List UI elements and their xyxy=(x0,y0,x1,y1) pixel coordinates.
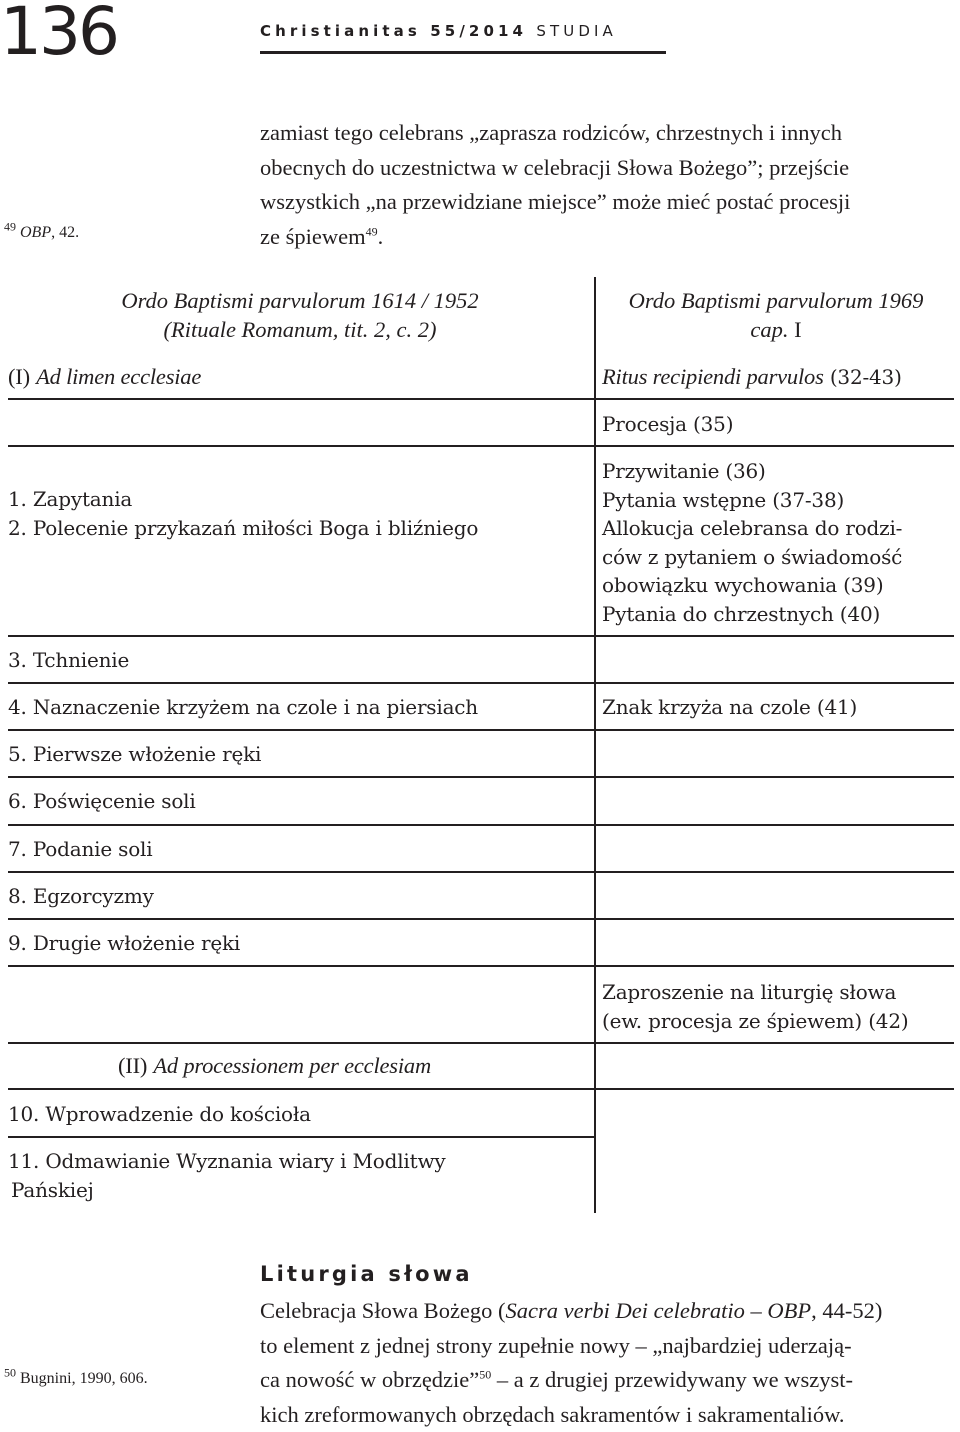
header-rule xyxy=(260,51,666,54)
liturgia-line-1-a: Celebracja Słowa Bożego ( xyxy=(260,1298,506,1323)
row-rule xyxy=(8,871,954,873)
liturgia-line-1-c: , 44-52) xyxy=(811,1298,882,1323)
item-11 xyxy=(8,1147,445,1204)
item-6: 6. Poświęcenie soli xyxy=(8,787,196,816)
group-right-line: Allokucja celebransa do rodzi- xyxy=(602,514,902,543)
section-1-left xyxy=(8,363,201,392)
row-rule xyxy=(8,776,954,778)
section-1-right xyxy=(602,363,902,392)
footnote-ref-49: 49 xyxy=(366,224,378,238)
footnote-ref-50: 50 xyxy=(479,1368,491,1382)
footnote-50 xyxy=(4,1370,148,1388)
footnote-49-number: 49 xyxy=(4,220,16,234)
row-rule xyxy=(8,729,954,731)
zaproszenie-line-1: Zaproszenie na liturgię słowa xyxy=(602,978,908,1007)
section-1-right-title: Ritus recipiendi parvulos xyxy=(602,364,824,389)
item-2: 2. Polecenie przykazań miłości Boga i bliźniego xyxy=(8,514,478,543)
page-number: 136 xyxy=(0,0,117,71)
zaproszenie-line-2: (ew. procesja ze śpiewem) (42) xyxy=(602,1007,908,1036)
journal-title: Christianitas 55/2014 xyxy=(260,22,527,40)
footnote-49-source: OBP xyxy=(20,224,51,241)
item-8: 8. Egzorcyzmy xyxy=(8,882,154,911)
right-header-line-1: Ordo Baptismi parvulorum 1969 xyxy=(600,286,952,315)
item-10: 10. Wprowadzenie do kościoła xyxy=(8,1100,311,1129)
item-9: 9. Drugie włożenie ręki xyxy=(8,929,240,958)
liturgia-line-1-italic: Sacra verbi Dei celebratio xyxy=(506,1298,745,1323)
group-right-line: Pytania do chrzestnych (40) xyxy=(602,600,902,629)
section-2-heading xyxy=(118,1052,431,1081)
section-1-right-range: (32-43) xyxy=(830,365,902,389)
section-2-prefix: (II) xyxy=(118,1053,147,1078)
intro-line-3: wszystkich „na przewidziane miejsce” może mieć postać procesji xyxy=(260,185,960,220)
procesja-cell: Procesja (35) xyxy=(602,410,733,439)
left-header-line-2: (Rituale Romanum, tit. 2, c. 2) xyxy=(40,315,560,344)
row-rule xyxy=(8,824,954,826)
znak-right: Znak krzyża na czole (41) xyxy=(602,693,857,722)
left-header-line-1: Ordo Baptismi parvulorum 1614 / 1952 xyxy=(40,286,560,315)
left-column-header xyxy=(40,286,560,344)
liturgia-line-1-obp: OBP xyxy=(767,1298,811,1323)
footnote-50-number: 50 xyxy=(4,1366,16,1380)
row-rule xyxy=(8,918,954,920)
section-heading-liturgia: Liturgia słowa xyxy=(260,1262,473,1286)
section-2-title: Ad processionem per ecclesiam xyxy=(153,1053,431,1078)
item-1: 1. Zapytania xyxy=(8,485,478,514)
footnote-50-text: Bugnini, 1990, 606. xyxy=(20,1370,148,1387)
item-3: 3. Tchnienie xyxy=(8,646,129,675)
group-right-line: Pytania wstępne (37-38) xyxy=(602,486,902,515)
liturgia-paragraph xyxy=(260,1294,960,1432)
liturgia-line-3-a: ca nowość w obrzędzie” xyxy=(260,1367,479,1392)
row-rule xyxy=(8,1136,594,1138)
liturgia-line-1 xyxy=(260,1294,960,1329)
item-11-line-2: Pańskiej xyxy=(8,1176,445,1205)
liturgia-line-3-b: – a z drugiej przewidywany we wszyst- xyxy=(491,1367,853,1392)
row-rule xyxy=(8,445,954,447)
intro-line-2: obecnych do uczestnictwa w celebracji Słowa Bożego”; przejście xyxy=(260,151,960,186)
zaproszenie-cell xyxy=(602,978,908,1035)
liturgia-line-4: kich zreformowanych obrzędach sakramentów i sakramentaliów. xyxy=(260,1398,960,1432)
row-rule xyxy=(8,635,954,637)
liturgia-line-2: to element z jednej strony zupełnie nowy – „najbardziej uderzają- xyxy=(260,1329,960,1364)
row-rule xyxy=(8,1088,954,1090)
row-rule xyxy=(8,682,954,684)
row-rule xyxy=(8,1042,954,1044)
group-right-cell xyxy=(602,457,902,628)
intro-line-4: ze śpiewem$^{49}$. xyxy=(260,220,960,255)
section-1-title: Ad limen ecclesiae xyxy=(36,364,201,389)
section-label: STUDIA xyxy=(536,22,617,40)
group-right-line: ców z pytaniem o świadomość xyxy=(602,543,902,572)
intro-paragraph xyxy=(260,116,960,254)
right-header-number: I xyxy=(794,317,802,342)
running-header xyxy=(260,22,617,40)
row-rule xyxy=(8,965,954,967)
group-right-line: obowiązku wychowania (39) xyxy=(602,571,902,600)
item-11-line-1: 11. Odmawianie Wyznania wiary i Modlitwy xyxy=(8,1147,445,1176)
footnote-49-rest: , 42. xyxy=(51,224,79,241)
section-1-prefix: (I) xyxy=(8,364,30,389)
liturgia-line-3 xyxy=(260,1363,960,1398)
right-header-cap: cap. xyxy=(750,317,788,342)
row-rule xyxy=(8,398,954,400)
column-divider xyxy=(594,277,596,1213)
right-column-header xyxy=(600,286,952,344)
item-4: 4. Naznaczenie krzyżem na czole i na piersiach xyxy=(8,693,478,722)
item-7: 7. Podanie soli xyxy=(8,835,152,864)
footnote-49 xyxy=(4,224,79,242)
liturgia-line-1-dash: – xyxy=(745,1298,768,1323)
item-5: 5. Pierwsze włożenie ręki xyxy=(8,740,261,769)
intro-line-1: zamiast tego celebrans „zaprasza rodziców, chrzestnych i innych xyxy=(260,116,960,151)
group-right-line: Przywitanie (36) xyxy=(602,457,902,486)
group-left-cell xyxy=(8,485,478,542)
intro-line-4-text: ze śpiewem xyxy=(260,224,366,249)
right-header-line-2 xyxy=(600,315,952,344)
